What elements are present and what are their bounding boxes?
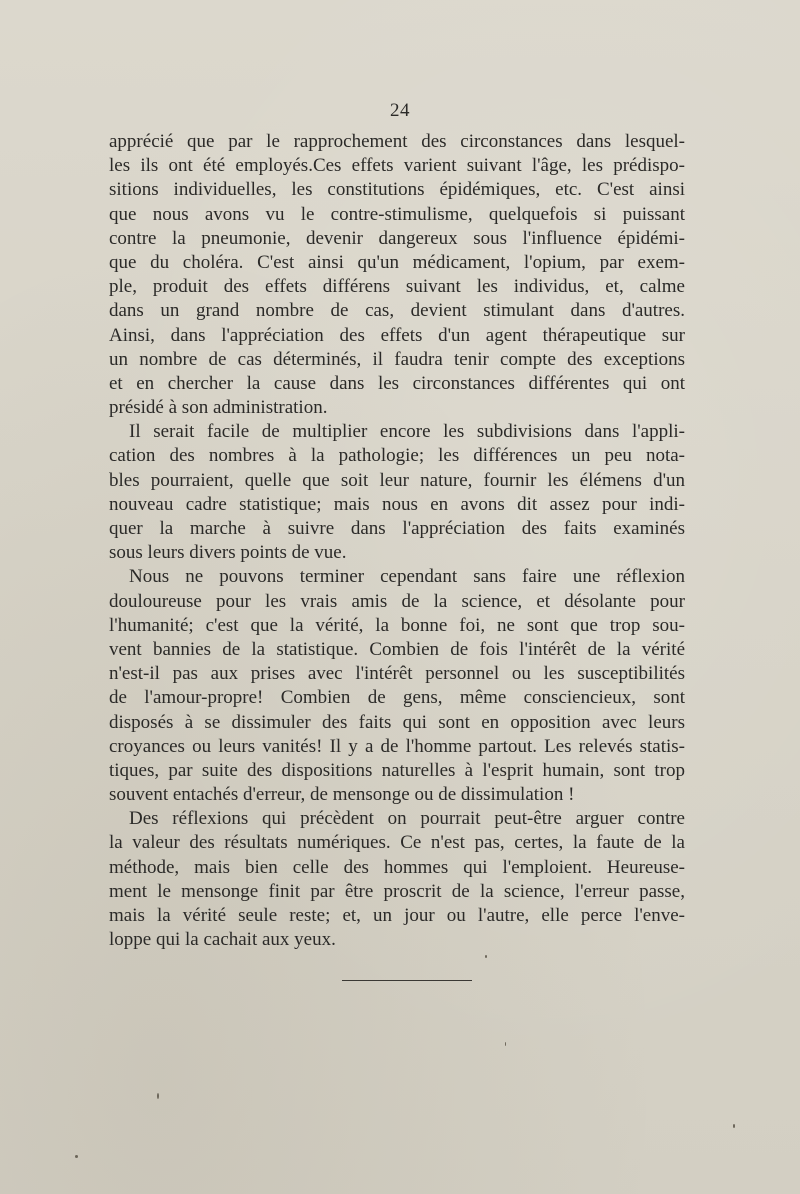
text-line: sitions individuelles, les constitutions épidémiques, etc. C'est ainsi bbox=[109, 179, 685, 201]
text-line: cation des nombres à la pathologie; les différences un peu nota- bbox=[109, 445, 685, 467]
text-line: présidé à son administration. bbox=[109, 397, 328, 419]
text-line: ment le mensonge finit par être proscrit de la science, l'erreur passe, bbox=[109, 880, 685, 902]
text-line: que nous avons vu le contre-stimulisme, quelquefois si puissant bbox=[109, 203, 685, 225]
text-line: disposés à se dissimuler des faits qui sont en opposition avec leurs bbox=[109, 711, 685, 733]
paper-speck bbox=[733, 1124, 735, 1128]
text-line: contre la pneumonie, devenir dangereux sous l'influence épidémi- bbox=[109, 227, 685, 249]
text-line: mais la vérité seule reste; et, un jour ou l'autre, elle perce l'enve- bbox=[109, 905, 685, 926]
text-line: vent bannies de la statistique. Combien de fois l'intérêt de la vérité bbox=[109, 638, 685, 660]
text-line: apprécié que par le rapprochement des circonstances dans lesquel- bbox=[109, 131, 685, 152]
text-line: les ils ont été employés.Ces effets varient suivant l'âge, les prédispo- bbox=[109, 155, 685, 177]
end-rule bbox=[342, 980, 472, 981]
paper-speck bbox=[75, 1155, 78, 1158]
text-line: de l'amour-propre! Combien de gens, même consciencieux, sont bbox=[109, 687, 685, 709]
text-line: bles pourraient, quelle que soit leur nature, fournir les élémens d'un bbox=[109, 469, 685, 491]
body-text bbox=[109, 130, 685, 952]
text-line: souvent entachés d'erreur, de mensonge ou de dissimulation ! bbox=[109, 784, 575, 806]
page-number: 24 bbox=[390, 100, 410, 121]
text-line: sous leurs divers points de vue. bbox=[109, 542, 347, 564]
text-line: méthode, mais bien celle des hommes qui l'emploient. Heureuse- bbox=[109, 856, 685, 878]
text-line: tiques, par suite des dispositions naturelles à l'esprit humain, sont trop bbox=[109, 759, 685, 781]
text-line: Ainsi, dans l'appréciation des effets d'un agent thérapeutique sur bbox=[109, 324, 685, 346]
text-line: Des réflexions qui précèdent on pourrait peut-être arguer contre bbox=[129, 808, 685, 830]
text-line: nouveau cadre statistique; mais nous en avons dit assez pour indi- bbox=[109, 493, 685, 515]
text-line: loppe qui la cachait aux yeux. bbox=[109, 929, 336, 951]
text-line: quer la marche à suivre dans l'appréciation des faits examinés bbox=[109, 518, 685, 539]
paper-speck bbox=[485, 955, 487, 958]
text-line: ple, produit des effets différens suivant les individus, et, calme bbox=[109, 276, 685, 298]
text-line: douloureuse pour les vrais amis de la science, et désolante pour bbox=[109, 590, 685, 612]
text-line: un nombre de cas déterminés, il faudra tenir compte des exceptions bbox=[109, 348, 685, 370]
text-line: que du choléra. C'est ainsi qu'un médicament, l'opium, par exem- bbox=[109, 251, 685, 273]
text-line: dans un grand nombre de cas, devient stimulant dans d'autres. bbox=[109, 300, 685, 322]
text-line: et en chercher la cause dans les circonstances différentes qui ont bbox=[109, 372, 685, 394]
text-line: la valeur des résultats numériques. Ce n'est pas, certes, la faute de la bbox=[109, 832, 685, 854]
paper-speck bbox=[157, 1093, 159, 1099]
text-line: Nous ne pouvons terminer cependant sans faire une réflexion bbox=[129, 566, 685, 588]
text-line: n'est-il pas aux prises avec l'intérêt personnel ou les susceptibilités bbox=[109, 663, 685, 685]
paper-speck bbox=[505, 1042, 506, 1046]
text-line: Il serait facile de multiplier encore les subdivisions dans l'appli- bbox=[129, 421, 685, 443]
text-line: croyances ou leurs vanités! Il y a de l'homme partout. Les relevés statis- bbox=[109, 735, 685, 757]
text-line: l'humanité; c'est que la vérité, la bonne foi, ne sont que trop sou- bbox=[109, 614, 685, 636]
